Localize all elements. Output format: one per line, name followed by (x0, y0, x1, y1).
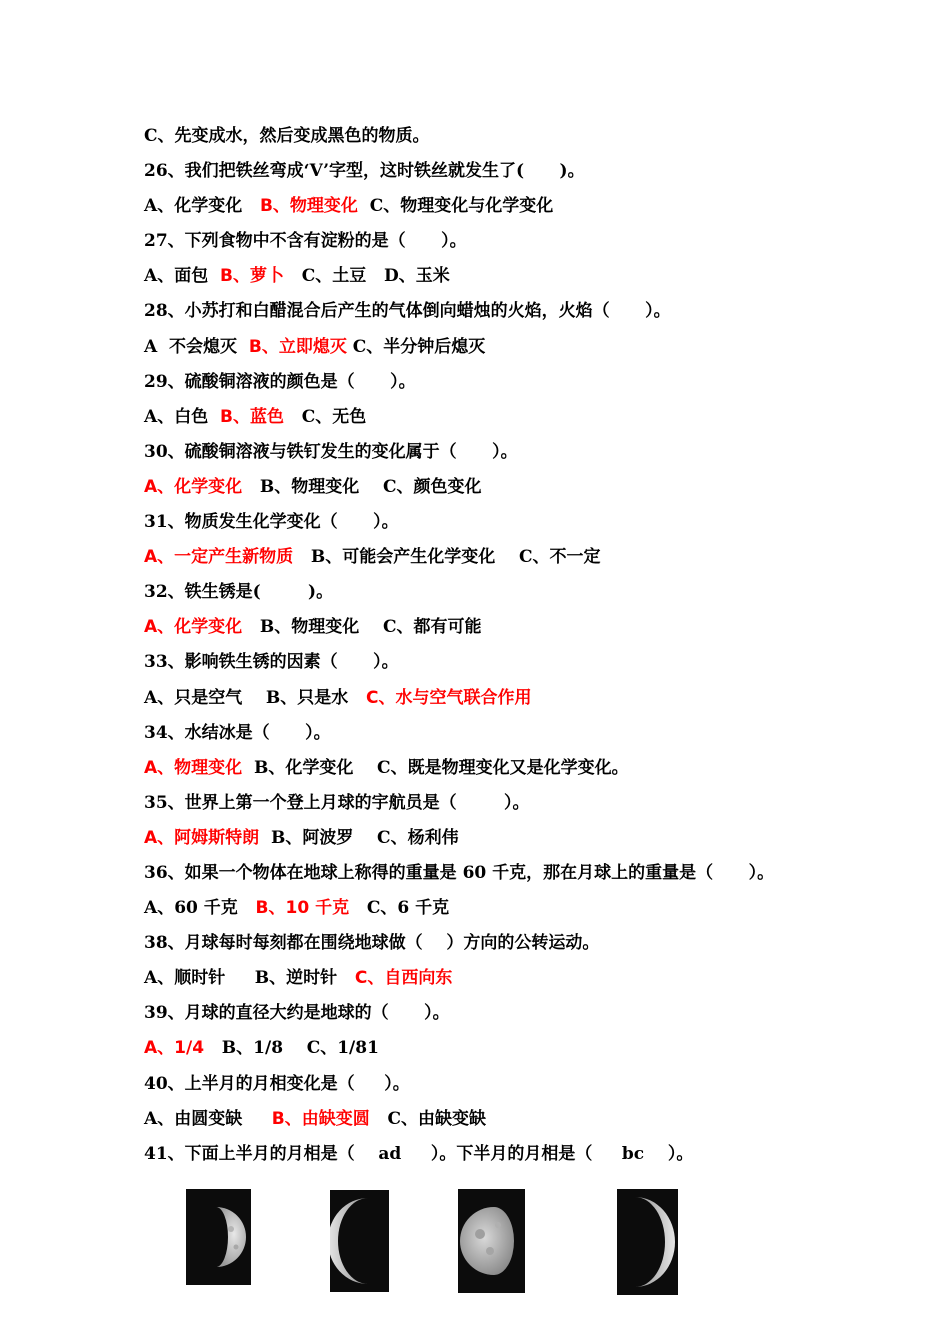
question-text: 28、小苏打和白醋混合后产生的气体倒向蜡烛的火焰，火焰（ ）。 (144, 301, 671, 322)
text-line (144, 926, 924, 961)
question-text: A、化学变化 (144, 196, 260, 217)
question-text: 31、物质发生化学变化（ ）。 (144, 512, 399, 533)
answer-text: B、由缺变圆 (271, 1108, 370, 1129)
answer-text: B、物理变化 (259, 196, 358, 217)
question-text: 38、月球每时每刻都在围绕地球做（ ）方向的公转运动。 (144, 933, 600, 954)
question-text: C、无色 (284, 406, 367, 427)
answer-text: A、1/4 (144, 1038, 205, 1059)
question-text: B、化学变化 C、既是物理变化又是化学变化。 (242, 757, 629, 778)
answer-text: A、一定产生新物质 (144, 547, 294, 568)
text-line (144, 891, 924, 926)
question-list (144, 119, 924, 1172)
question-text: A、顺时针 B、逆时针 (144, 968, 355, 989)
question-text: 41、下面上半月的月相是（ ad ）。下半月的月相是（ bc ）。 (144, 1143, 694, 1164)
question-text: A、60 千克 (144, 898, 256, 919)
question-text: C、先变成水，然后变成黑色的物质。 (144, 126, 430, 146)
question-text: 29、硫酸铜溶液的颜色是（ ）。 (144, 371, 416, 392)
answer-text: A、物理变化 (144, 757, 243, 778)
question-text: C、土豆 D、玉米 (284, 266, 450, 287)
text-line (144, 575, 924, 610)
question-text: B、阿波罗 C、杨利伟 (259, 827, 459, 848)
question-text: A 不会熄灭 (144, 336, 249, 357)
text-line (144, 294, 924, 329)
answer-text: B、立即熄灭 (248, 336, 347, 357)
question-text: A、白色 (144, 406, 221, 427)
answer-text: A、阿姆斯特朗 (144, 827, 260, 848)
text-line (144, 1137, 924, 1172)
question-text: 34、水结冰是（ ）。 (144, 722, 331, 743)
question-text: C、6 千克 (349, 898, 450, 919)
text-line (144, 365, 924, 400)
moon-phase-d (617, 1189, 678, 1295)
question-text: B、物理变化 C、颜色变化 (242, 476, 482, 497)
answer-text: A、化学变化 (144, 476, 243, 497)
question-text: 36、如果一个物体在地球上称得的重量是 60 千克，那在月球上的重量是（ ）。 (144, 862, 775, 883)
question-text: A、面包 (144, 266, 221, 287)
question-text: 39、月球的直径大约是地球的（ ）。 (144, 1003, 450, 1024)
question-text: C、由缺变缺 (369, 1108, 487, 1129)
text-line (144, 470, 924, 505)
question-text: C、半分钟后熄灭 (346, 336, 486, 357)
text-line (144, 645, 924, 680)
text-line (144, 856, 924, 891)
question-text: 30、硫酸铜溶液与铁钉发生的变化属于（ ）。 (144, 441, 518, 462)
text-line (144, 540, 924, 575)
text-line (144, 961, 924, 996)
text-line (144, 996, 924, 1031)
question-text: A、由圆变缺 (144, 1108, 272, 1129)
question-text: 32、铁生锈是( )。 (144, 582, 334, 603)
moon-phase-a (186, 1189, 251, 1285)
question-text: A、只是空气 B、只是水 (144, 687, 366, 708)
text-line (144, 821, 924, 856)
text-line (144, 259, 924, 294)
text-line (144, 189, 924, 224)
text-line (144, 1067, 924, 1102)
text-line (144, 1031, 924, 1066)
moon-phase-c (458, 1189, 525, 1293)
answer-text: B、蓝色 (220, 406, 284, 427)
question-text: B、可能会产生化学变化 C、不一定 (293, 547, 601, 568)
question-text: 27、下列食物中不含有淀粉的是（ ）。 (144, 231, 467, 252)
text-line (144, 681, 924, 716)
moon-phase-images (0, 1186, 950, 1306)
question-text: 33、影响铁生锈的因素（ ）。 (144, 652, 399, 673)
text-line (144, 119, 924, 154)
text-line (144, 786, 924, 821)
question-text: C、物理变化与化学变化 (357, 196, 554, 217)
answer-text: C、自西向东 (354, 968, 453, 989)
answer-text: C、水与空气联合作用 (366, 687, 532, 708)
text-line (144, 330, 924, 365)
question-text: 40、上半月的月相变化是（ ）。 (144, 1073, 410, 1094)
text-line (144, 751, 924, 786)
text-line (144, 505, 924, 540)
answer-text: B、萝卜 (220, 266, 284, 287)
text-line (144, 400, 924, 435)
text-line (144, 154, 924, 189)
question-text: B、1/8 C、1/81 (204, 1038, 379, 1059)
answer-text: A、化学变化 (144, 617, 243, 638)
text-line (144, 610, 924, 645)
question-text: 35、世界上第一个登上月球的宇航员是（ ）。 (144, 792, 530, 813)
question-text: 26、我们把铁丝弯成‘V’字型，这时铁丝就发生了( )。 (144, 161, 585, 182)
answer-text: B、10 千克 (255, 898, 350, 919)
moon-phase-b (330, 1190, 389, 1292)
question-text: B、物理变化 C、都有可能 (242, 617, 482, 638)
text-line (144, 224, 924, 259)
text-line (144, 716, 924, 751)
text-line (144, 1102, 924, 1137)
text-line (144, 435, 924, 470)
